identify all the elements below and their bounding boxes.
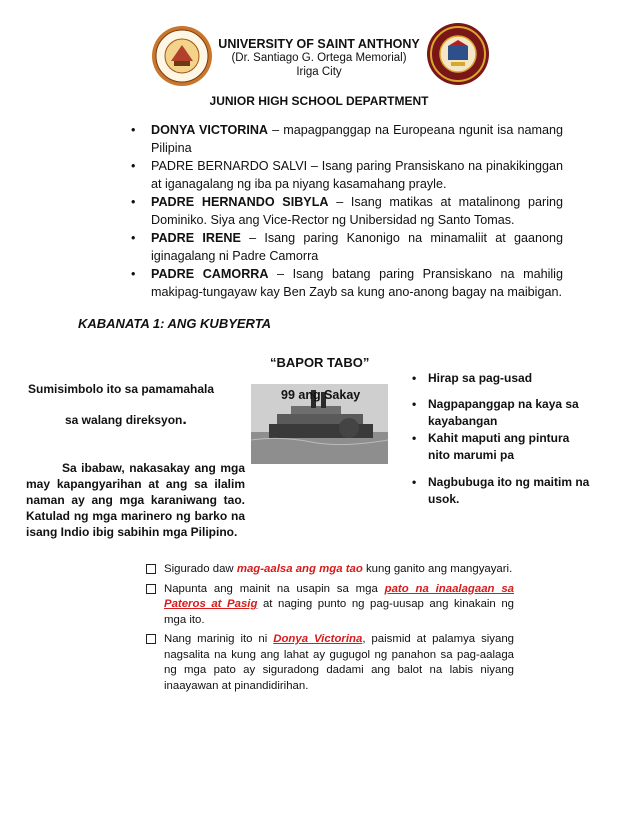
- character-name: PADRE IRENE: [151, 231, 241, 245]
- right-notes-list: [410, 370, 600, 508]
- character-desc: – Isang batang paring Pransiskano na mahilig makipag-tungayaw kay Ben Zayb sa kung ano-anong bagay na maibigan.: [151, 267, 563, 299]
- symbol-note-period: .: [182, 411, 187, 428]
- steamboat-photo: [251, 384, 388, 464]
- character-item: [127, 229, 563, 265]
- checkbox-icon: [146, 584, 156, 594]
- checkbox-icon: [146, 634, 156, 644]
- character-desc: – Isang matikas at matalinong paring Dominiko. Siya ang Vice-Rector ng Unibersidad ng Santo Tomas.: [151, 195, 563, 227]
- right-note-item: • Nagbubuga ito ng maitim na usok.: [410, 474, 596, 508]
- right-note-item: • Kahit maputi ang pintura nito marumi pa: [410, 430, 578, 464]
- checklist-item: Nang marinig ito ni Donya Victorina, paismid at palamya siyang nagsalita na kung ang lahat ay gugugol ng panahon sa pag-aalaga ng mga pato ay siguradong dadami ang balot na labis niyang inaayawan at pinandidirihan.: [146, 632, 514, 694]
- checklist-item: Sigurado daw mag-aalsa ang mga tao kung ganito ang mangyayari.: [146, 562, 514, 578]
- character-name: PADRE CAMORRA: [151, 267, 269, 281]
- right-note-item: • Nagpapanggap na kaya sa kayabangan: [410, 396, 588, 430]
- character-desc: – Isang paring Pransiskano na pinakikinggan at iganagalang ng iba pa niyang kasamahang prayle.: [151, 159, 563, 191]
- chapter-title: KABANATA 1: ANG KUBYERTA: [78, 316, 272, 331]
- boat-title: “BAPOR TABO”: [270, 355, 370, 370]
- deck-description: Sa ibabaw, nakasakay ang mga may kapangyarihan at ang sa ilalim naman ay ang mga karaniwang tao. Katulad ng mga marinero ng barko na isang Indio ibig sabihin mga Pilipino.: [26, 461, 245, 539]
- character-item: [127, 121, 563, 157]
- highlight-text: pato na inaalagaan sa Pateros at Pasig: [164, 582, 514, 610]
- checkbox-icon: [146, 564, 156, 574]
- symbol-note-line2: [65, 411, 187, 429]
- character-item: [127, 193, 563, 229]
- highlight-text: Donya Victorina: [273, 633, 363, 645]
- symbol-note-text: sa walang direksyon: [65, 413, 183, 427]
- university-name: UNIVERSITY OF SAINT ANTHONY: [218, 37, 420, 51]
- photo-caption: 99 ang Sakay: [281, 388, 361, 402]
- checklist-item: Napunta ang mainit na usapin sa mga pato na inaalagaan sa Pateros at Pasig at naging punto ng pag-uusap ang kinakain ng mga ito.: [146, 582, 514, 629]
- character-desc: – Isang paring Kanonigo na minamaliit at gaanong iginagalang ni Padre Camorra: [151, 231, 563, 263]
- character-name: DONYA VICTORINA: [151, 123, 269, 137]
- symbol-note-line1: Sumisimbolo ito sa pamamahala: [28, 382, 215, 396]
- character-name: PADRE HERNANDO SIBYLA: [151, 195, 329, 209]
- highlight-text: mag-aalsa ang mga tao: [236, 563, 363, 575]
- event-checklist: [146, 562, 514, 698]
- department-name: JUNIOR HIGH SCHOOL DEPARTMENT: [209, 94, 429, 108]
- character-name: PADRE BERNARDO SALVI: [151, 159, 308, 173]
- character-list: [127, 121, 563, 301]
- city: Iriga City: [296, 66, 342, 78]
- character-item: [127, 265, 563, 301]
- character-desc: – mapagpanggap na Europeana ngunit isa namang Pilipina: [151, 123, 563, 155]
- university-subtitle: (Dr. Santiago G. Ortega Memorial): [231, 52, 407, 64]
- right-note-item: • Hirap sa pag-usad: [410, 370, 600, 387]
- character-item: [127, 157, 563, 193]
